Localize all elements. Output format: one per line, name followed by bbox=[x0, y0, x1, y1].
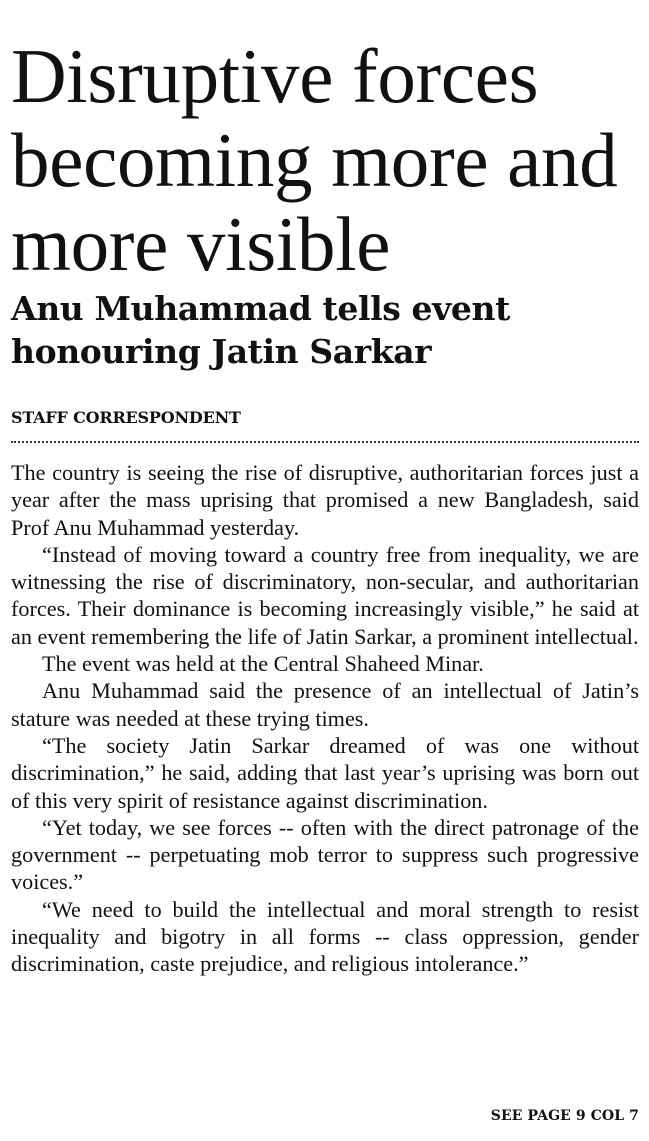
paragraph: “Yet today, we see forces -- often with the direct patronage of the government -- perpetuating mob terror to suppress such progressive voices.” bbox=[11, 814, 639, 895]
dotted-divider bbox=[11, 441, 639, 443]
byline: STAFF CORRESPONDENT bbox=[11, 408, 241, 427]
paragraph: “Instead of moving toward a country free from inequality, we are witnessing the rise of discriminatory, non-secular, and authoritarian forces. Their dominance is becoming increasingly visible,” he said at an event remembering the life of Jatin Sarkar, a prominent intellectual. bbox=[11, 541, 639, 649]
subheadline: Anu Muhammad tells event honouring Jatin Sarkar bbox=[11, 289, 510, 371]
headline: Disruptive forces becoming more and more visible bbox=[11, 33, 618, 287]
paragraph: “We need to build the intellectual and moral strength to resist inequality and bigotry in all forms -- class oppression, gender discrimination, caste prejudice, and religious intolerance.” bbox=[11, 896, 639, 977]
paragraph: The country is seeing the rise of disruptive, authoritarian forces just a year after the mass uprising that promised a new Bangladesh, said Prof Anu Muhammad yesterday. bbox=[11, 460, 639, 540]
paragraph: Anu Muhammad said the presence of an intellectual of Jatin’s stature was needed at these trying times. bbox=[11, 678, 639, 731]
paragraph: The event was held at the Central Shaheed Minar. bbox=[42, 651, 484, 677]
news-article bbox=[11, 0, 639, 1141]
paragraph: “The society Jatin Sarkar dreamed of was one without discrimination,” he said, adding that last year’s uprising was born out of this very spirit of resistance against discrimination. bbox=[11, 732, 639, 813]
continuation-jump: SEE PAGE 9 COL 7 bbox=[490, 1108, 639, 1124]
article-body bbox=[11, 459, 639, 978]
